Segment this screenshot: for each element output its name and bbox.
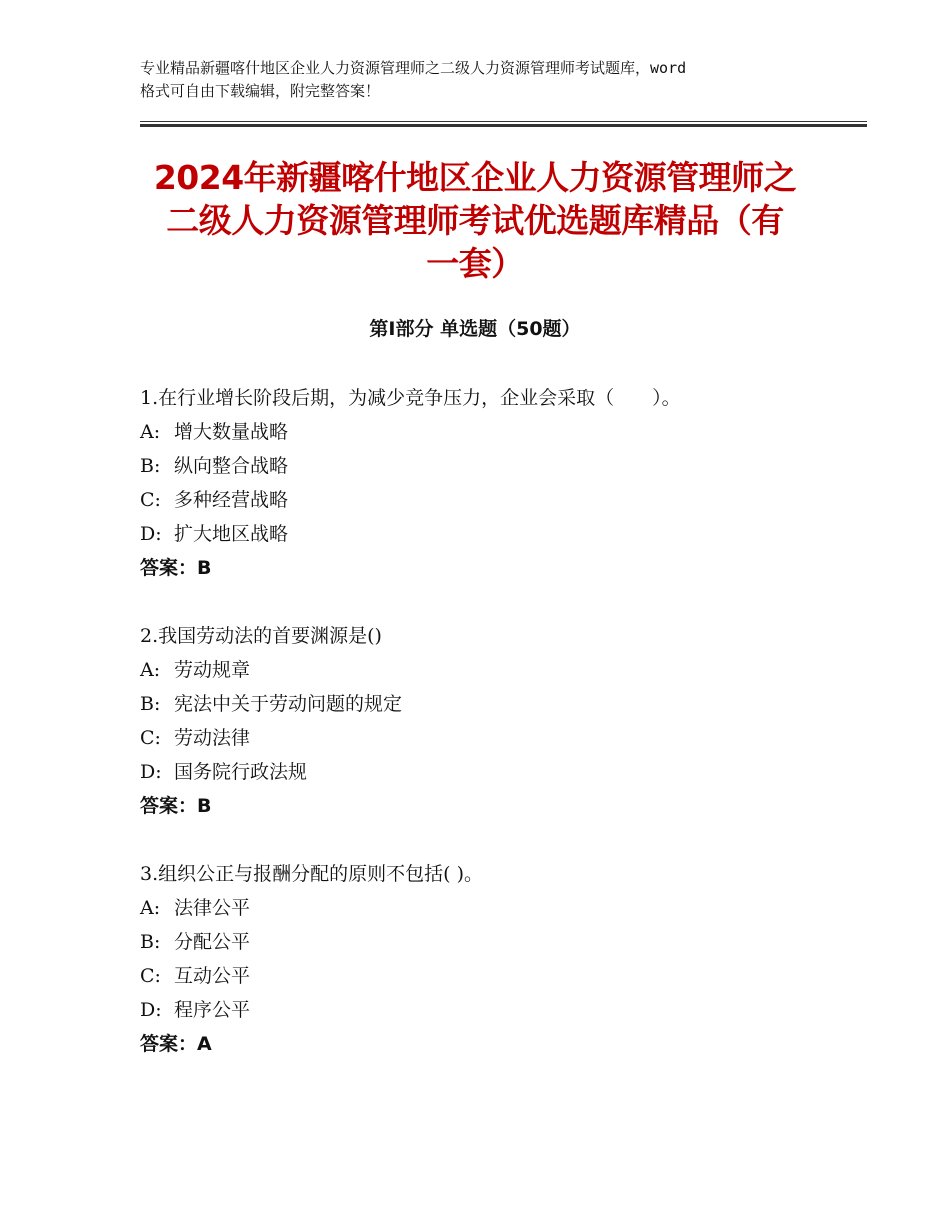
option-label: D: [140, 761, 162, 783]
option-text: 扩大地区战略 [174, 523, 289, 545]
option-b [140, 449, 840, 483]
option-label: B: [140, 455, 161, 477]
option-c [140, 721, 840, 755]
answer-line: 答案：B [140, 557, 212, 579]
answer-line: 答案：A [140, 1033, 212, 1055]
option-text: 劳动规章 [174, 659, 251, 681]
question-stem: 3.组织公正与报酬分配的原则不包括( )。 [140, 863, 483, 885]
document-title [120, 156, 830, 285]
option-text: 劳动法律 [174, 727, 251, 749]
option-a [140, 891, 840, 925]
option-label: C: [140, 489, 161, 511]
question-item [140, 857, 840, 1061]
document-title-line: 二级人力资源管理师考试优选题库精品（有 [166, 201, 784, 240]
header-note-line: 专业精品新疆喀什地区企业人力资源管理师之二级人力资源管理师考试题库，word [140, 59, 687, 77]
option-label: D: [140, 999, 162, 1021]
option-label: B: [140, 931, 161, 953]
question-item [140, 619, 840, 823]
option-b [140, 687, 840, 721]
option-label: A: [140, 659, 161, 681]
question-stem: 1.在行业增长阶段后期，为减少竞争压力，企业会采取（ ）。 [140, 387, 681, 409]
option-text: 程序公平 [174, 999, 251, 1021]
option-b [140, 925, 840, 959]
option-a [140, 653, 840, 687]
header-divider [140, 124, 867, 127]
option-c [140, 959, 840, 993]
option-text: 分配公平 [174, 931, 251, 953]
question-list [140, 381, 840, 1095]
header-note-line: 格式可自由下载编辑，附完整答案！ [140, 82, 381, 100]
header-note [140, 57, 830, 103]
option-label: A: [140, 421, 161, 443]
option-label: C: [140, 965, 161, 987]
option-c [140, 483, 840, 517]
option-text: 国务院行政法规 [174, 761, 308, 783]
question-stem: 2.我国劳动法的首要渊源是() [140, 625, 382, 647]
option-text: 多种经营战略 [174, 489, 289, 511]
document-title-line: 2024年新疆喀什地区企业人力资源管理师之 [153, 158, 797, 197]
option-a [140, 415, 840, 449]
option-d [140, 517, 840, 551]
header-divider [140, 121, 867, 122]
option-text: 纵向整合战略 [174, 455, 289, 477]
option-label: C: [140, 727, 161, 749]
option-label: B: [140, 693, 161, 715]
question-item [140, 381, 840, 585]
option-d [140, 993, 840, 1027]
section-heading: 第Ⅰ部分 单选题（50题） [369, 318, 581, 340]
document-title-line: 一套） [426, 244, 524, 283]
option-text: 互动公平 [174, 965, 251, 987]
option-text: 法律公平 [174, 897, 251, 919]
option-text: 宪法中关于劳动问题的规定 [174, 693, 403, 715]
option-label: A: [140, 897, 161, 919]
answer-line: 答案：B [140, 795, 212, 817]
option-d [140, 755, 840, 789]
option-text: 增大数量战略 [174, 421, 289, 443]
option-label: D: [140, 523, 162, 545]
